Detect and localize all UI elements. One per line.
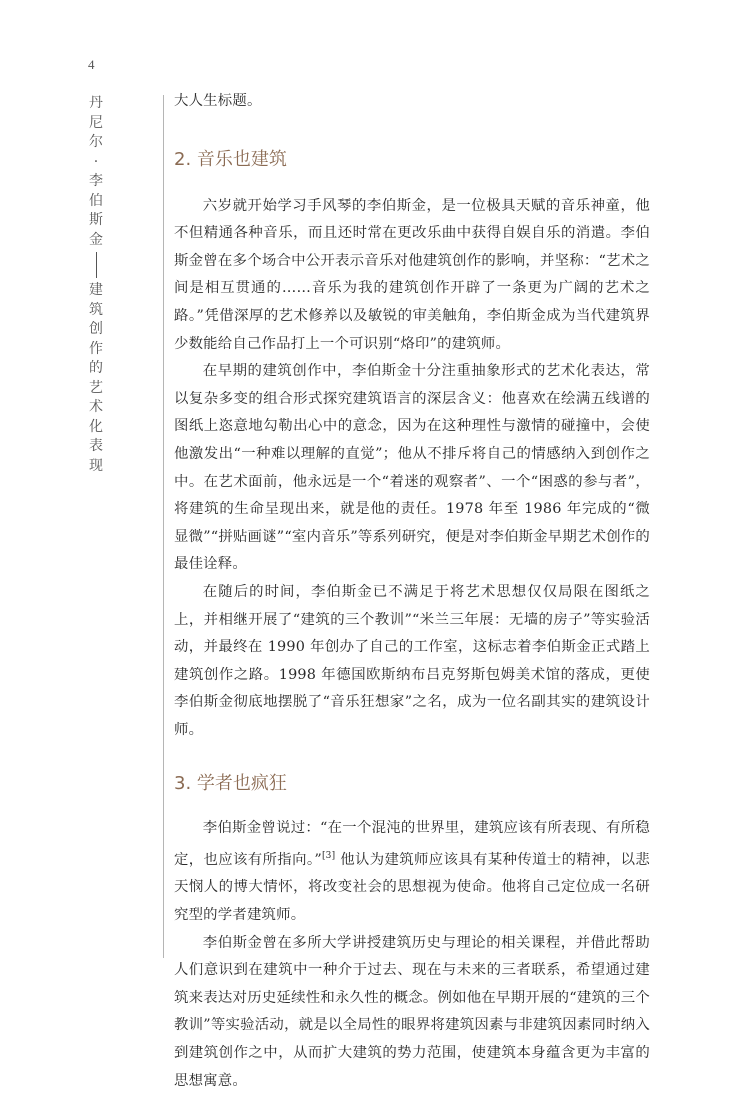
running-head-char: 筑 (89, 301, 103, 318)
running-head-char: 斯 (89, 212, 103, 228)
footnote-ref: [3] (321, 851, 336, 862)
margin-rule (163, 95, 164, 958)
section-heading-scholar: 3. 学者也疯狂 (174, 773, 287, 795)
running-head-char: 伯 (89, 192, 103, 209)
running-head-char: 现 (89, 457, 103, 474)
running-head-dash (96, 252, 97, 278)
running-head-char: 化 (89, 418, 103, 435)
section-heading-music: 2. 音乐也建筑 (174, 148, 287, 170)
paragraph-text: 他认为建筑师应该具有某种传道士的精神，以悲天悯人的博大情怀，将改变社会的思想视为使命。他将自己定位成一名研究型的学者建筑师。 (174, 851, 650, 924)
running-head (85, 94, 107, 476)
paragraph: 李伯斯金曾在多所大学讲授建筑历史与理论的相关课程，并借此帮助人们意识到在建筑中一种介于过去、现在与未来的三者联系，希望通过建筑来表达对历史延续性和永久性的概念。例如他在早期开展的“建筑的三个教训”等实验活动，就是以全局性的眼界将建筑因素与非建筑因素同时纳入到建筑创作之中，从而扩大建筑的势力范围，使建筑本身蕴含更为丰富的思想寓意。 (174, 934, 650, 1089)
running-head-char: · (93, 153, 99, 170)
running-head-char: 术 (89, 399, 103, 415)
paragraph (174, 815, 650, 929)
running-head-char: 作 (89, 340, 103, 357)
running-head-char: 表 (89, 438, 103, 454)
running-head-char: 创 (89, 321, 103, 337)
running-head-char: 金 (89, 231, 103, 248)
running-head-char: 丹 (89, 95, 103, 111)
intro-line: 大人生标题。 (174, 93, 262, 109)
page-number: 4 (88, 57, 95, 72)
paragraph: 在随后的时间，李伯斯金已不满足于将艺术思想仅仅局限在图纸之上，并相继开展了“建筑的三个教训”“米兰三年展：无墙的房子”等实验活动，并最终在 1990 年创办了自己的工作室，这标志着李伯斯金正式踏上建筑创作之路。1998 年德国欧斯纳布吕克努斯包姆美术馆的落成，更使李伯斯金彻底地摆脱了“音乐狂想家”之名，成为一位名副其实的建筑设计师。 (174, 583, 650, 738)
running-head-char: 的 (89, 360, 103, 376)
running-head-char: 建 (89, 282, 103, 298)
running-head-char: 尼 (89, 114, 103, 131)
running-head-char: 艺 (89, 379, 103, 396)
running-head-char: 李 (89, 173, 103, 189)
body-text (174, 88, 650, 1095)
quote-text: 李伯斯金曾说过：“在一个混沌的世界里，建筑应该有所表现、有所稳定，也应该有所指向。” (174, 820, 650, 868)
paragraph: 六岁就开始学习手风琴的李伯斯金，是一位极具天赋的音乐神童，他不但精通各种音乐，而且还时常在更改乐曲中获得自娱自乐的消遣。李伯斯金曾在多个场合中公开表示音乐对他建筑创作的影响，并坚称：“艺术之间是相互贯通的……音乐为我的建筑创作开辟了一条更为广阔的艺术之路。”凭借深厚的艺术修养以及敏锐的审美触角，李伯斯金成为当代建筑界少数能给自己作品打上一个可识别“烙印”的建筑师。 (174, 197, 650, 352)
running-head-char: 尔 (89, 134, 103, 150)
paragraph: 在早期的建筑创作中，李伯斯金十分注重抽象形式的艺术化表达，常以复杂多变的组合形式探究建筑语言的深层含义：他喜欢在绘满五线谱的图纸上恣意地勾勒出心中的意念，因为在这种理性与激情的碰撞中，会使他激发出“一种难以理解的直觉”；他从不排斥将自己的情感纳入到创作之中。在艺术面前，他永远是一个“着迷的观察者”、一个“困惑的参与者”，将建筑的生命呈现出来，就是他的责任。1978 年至 1986 年完成的“微显微”“拼贴画谜”“室内音乐”等系列研究，便是对李伯斯金早期艺术创作的最佳诠释。 (174, 363, 650, 573)
